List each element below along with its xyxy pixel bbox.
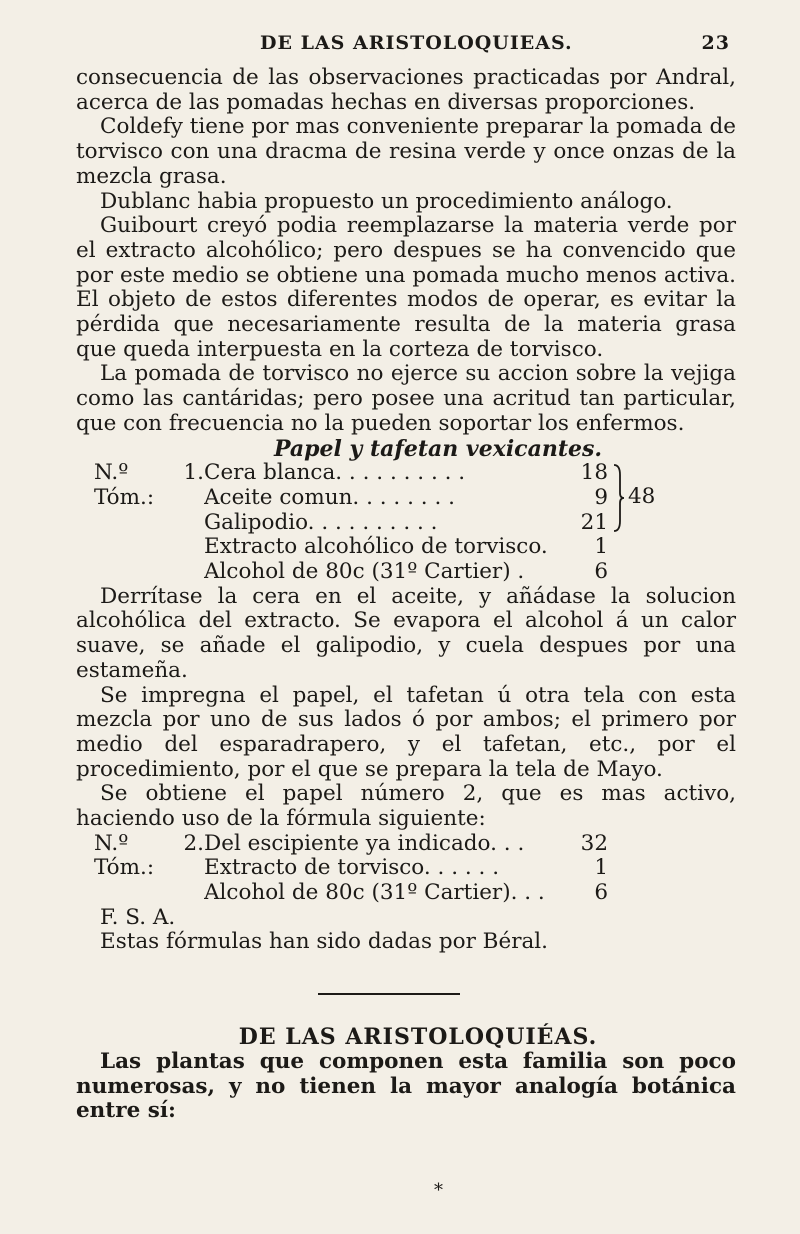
formula-1 [76,461,736,584]
paragraph: Derrítase la cera en el aceite, y añádase la solucion alcohólica del extracto. Se evapora el alcohol á un calor suave, se añade el galipodio, y cuela despues por una estameña. [76,583,736,683]
paragraph: Guibourt creyó podia reemplazarse la materia verde por el extracto alcohólico; pero despues se ha convencido que por este medio se obtiene una pomada mucho menos activa. El objeto de estos diferentes modos de operar, es evitar la pérdida que necesariamente resulta de la materia grasa que queda interpuesta en la corteza de torvisco. [76,213,736,362]
ingredient-name: Aceite comun. . . . . . . . [204,485,455,510]
section-divider [76,955,736,1025]
ingredient-name: Extracto de torvisco. . . . . . [204,856,500,881]
page-number: 23 [701,32,730,54]
section-paragraph: Las plantas que componen esta familia son poco numerosas, y no tienen la mayor analogía botánica entre sí: [76,1048,736,1124]
formula-row [76,535,736,560]
page-header [80,32,730,62]
ingredient-quantity: 6 [594,559,608,584]
formula-row [76,511,736,536]
ingredient-name: Alcohol de 80c (31º Cartier) . [204,560,525,584]
ingredient-quantity: 6 [594,880,608,906]
formula-row [76,881,736,906]
paragraph: Estas fórmulas han sido dadas por Béral. [100,929,549,955]
ingredient-name: Cera blanca. . . . . . . . . . [204,461,466,486]
ingredient-name: Del escipiente ya indicado. . . [204,831,525,856]
footer-mark: * [434,1180,443,1201]
paragraph: La pomada de torvisco no ejerce su accion sobre la vejiga como las cantáridas; pero posee una acritud tan particular, que con frecuencia no la pueden soportar los enfermos. [76,361,736,436]
formula-total: 48 [628,484,656,510]
ingredient-quantity: 18 [580,460,608,486]
section-title: DE LAS ARISTOLOQUIÉAS. [238,1024,598,1051]
formula-row [76,560,736,585]
body-text [76,66,736,1124]
paragraph: consecuencia de las observaciones practicadas por Andral, acerca de las pomadas hechas en diversas proporciones. [76,65,736,115]
formula-instruction: F. S. A. [100,904,176,930]
formula-prefix: N.º 2. Tóm.: [94,830,204,881]
ingredient-quantity: 9 [594,484,608,510]
formula-row [76,856,736,881]
paragraph: Coldefy tiene por mas conveniente preparar la pomada de torvisco con una dracma de resina verde y once onzas de la mezcla grasa. [76,114,736,189]
paragraph: Dublanc habia propuesto un procedimiento análogo. [100,188,673,214]
subtitle: Papel y tafetan vexicantes. [273,435,603,462]
ingredient-name: Alcohol de 80c (31º Cartier). . . [204,881,545,906]
running-title: DE LAS ARISTOLOQUIEAS. [260,32,573,54]
ingredient-quantity: 1 [594,855,608,881]
formula-2 [76,832,736,906]
paragraph: Se impregna el papel, el tafetan ú otra tela con esta mezcla por uno de sus lados ó por ambos; el primero por medio del esparadrapero, y el tafetan, etc., por el procedimiento, por el que se prepara la tela de Mayo. [76,682,736,782]
ingredient-name: Extracto alcohólico de torvisco. [204,535,548,560]
ingredient-quantity: 32 [580,830,608,856]
ingredient-quantity: 21 [580,509,608,535]
paragraph: Se obtiene el papel número 2, que es mas activo, haciendo uso de la fórmula siguiente: [76,781,736,832]
ingredient-quantity: 1 [594,534,608,560]
formula-prefix: N.º 1. Tóm.: [94,460,204,510]
ingredient-name: Galipodio. . . . . . . . . . [204,510,438,535]
grouping-brace [612,463,624,533]
divider-line [318,993,460,995]
